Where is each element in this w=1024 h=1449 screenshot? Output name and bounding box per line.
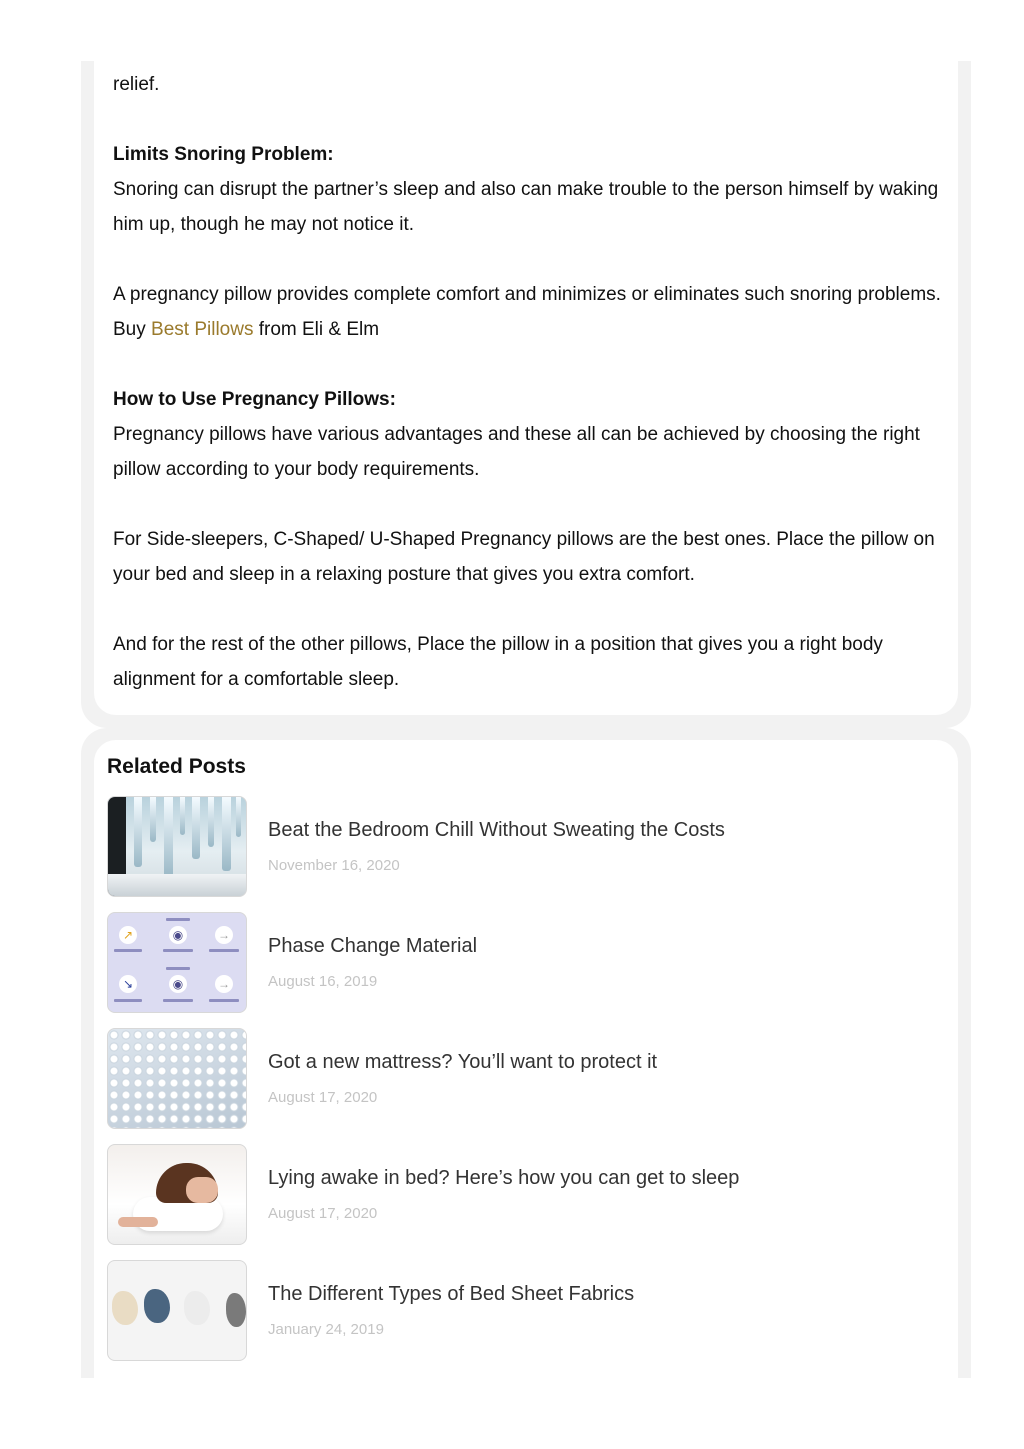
related-post-date: August 17, 2020: [268, 1205, 378, 1222]
diagram-label: [114, 999, 142, 1002]
arrow-down-right-icon: ↘: [119, 975, 137, 993]
article-paragraph: [113, 382, 943, 487]
paragraph-text: A pregnancy pillow provides complete comfort and minimizes or eliminates such snoring problems. Buy: [113, 284, 941, 340]
fabric-swatch: [112, 1291, 138, 1325]
related-post-title[interactable]: Phase Change Material: [268, 935, 478, 957]
article-paragraph: [113, 522, 943, 592]
related-post[interactable]: [107, 796, 907, 900]
snow-ground: [108, 874, 247, 896]
diagram-label: [209, 949, 239, 952]
icicle: [150, 797, 156, 842]
woman-sleeping-image[interactable]: [107, 1144, 247, 1245]
related-post[interactable]: [107, 1260, 907, 1364]
face-shape: [186, 1177, 218, 1203]
phase-change-diagram-image[interactable]: [107, 912, 247, 1013]
icicle: [236, 797, 241, 837]
related-post-title[interactable]: The Different Types of Bed Sheet Fabrics: [268, 1283, 635, 1305]
related-post-date: November 16, 2020: [268, 857, 400, 874]
fabric-swatch: [184, 1291, 210, 1325]
fabric-swatch: [144, 1289, 170, 1323]
related-post-date: August 17, 2020: [268, 1089, 378, 1106]
section-heading: How to Use Pregnancy Pillows:: [113, 389, 396, 410]
fabric-swatch: [226, 1293, 246, 1327]
paragraph-text: Snoring can disrupt the partner’s sleep and also can make trouble to the person himself by waking him up, though he may not notice it.: [113, 179, 939, 235]
arm-shape: [118, 1217, 158, 1227]
related-post-title[interactable]: Lying awake in bed? Here’s how you can get to sleep: [268, 1167, 740, 1189]
diagram-label: [163, 949, 193, 952]
diagram-label: [166, 918, 190, 921]
related-post[interactable]: [107, 912, 907, 1016]
arrow-right-icon: →: [215, 975, 233, 993]
related-post[interactable]: [107, 1028, 907, 1132]
related-post[interactable]: [107, 1144, 907, 1248]
best-pillows-link[interactable]: Best Pillows: [151, 319, 254, 340]
arrow-up-right-icon: ↗: [119, 926, 137, 944]
related-post-date: January 24, 2019: [268, 1321, 384, 1338]
icicles-image[interactable]: [107, 796, 247, 897]
paragraph-text: For Side-sleepers, C-Shaped/ U-Shaped Pregnancy pillows are the best ones. Place the pillow on your bed and sleep in a relaxing posture that gives you extra comfort.: [113, 529, 935, 585]
related-post-date: August 16, 2019: [268, 973, 378, 990]
diagram-label: [209, 999, 239, 1002]
article-body: [113, 67, 943, 732]
paragraph-text-after: from Eli & Elm: [253, 319, 380, 340]
diagram-label: [114, 949, 142, 952]
related-post-title[interactable]: Got a new mattress? You’ll want to protect it: [268, 1051, 658, 1073]
icicle: [192, 797, 200, 859]
icicle: [180, 797, 185, 835]
pcm-material-icon: ◉: [169, 926, 187, 944]
paragraph-text: relief.: [113, 74, 160, 95]
bed-sheet-fabrics-image[interactable]: [107, 1260, 247, 1361]
mattress-foam-image[interactable]: [107, 1028, 247, 1129]
diagram-label: [166, 967, 190, 970]
related-post-title[interactable]: Beat the Bedroom Chill Without Sweating the Costs: [268, 819, 725, 841]
paragraph-text: Pregnancy pillows have various advantages and these all can be achieved by choosing the right pillow according to your body requirements.: [113, 424, 920, 480]
paragraph-text: And for the rest of the other pillows, Place the pillow in a position that gives you a right body alignment for a comfortable sleep.: [113, 634, 883, 690]
article-paragraph: [113, 137, 943, 242]
pcm-material-icon: ◉: [169, 975, 187, 993]
article-paragraph: [113, 67, 943, 102]
related-posts-heading: Related Posts: [107, 755, 246, 778]
diagram-label: [163, 999, 193, 1002]
article-paragraph: [113, 277, 943, 347]
icicle: [222, 797, 231, 871]
article-paragraph: [113, 627, 943, 697]
arrow-right-icon: →: [215, 926, 233, 944]
icicle: [208, 797, 214, 847]
icicle: [164, 797, 173, 877]
icicle: [134, 797, 142, 867]
section-heading: Limits Snoring Problem:: [113, 144, 334, 165]
